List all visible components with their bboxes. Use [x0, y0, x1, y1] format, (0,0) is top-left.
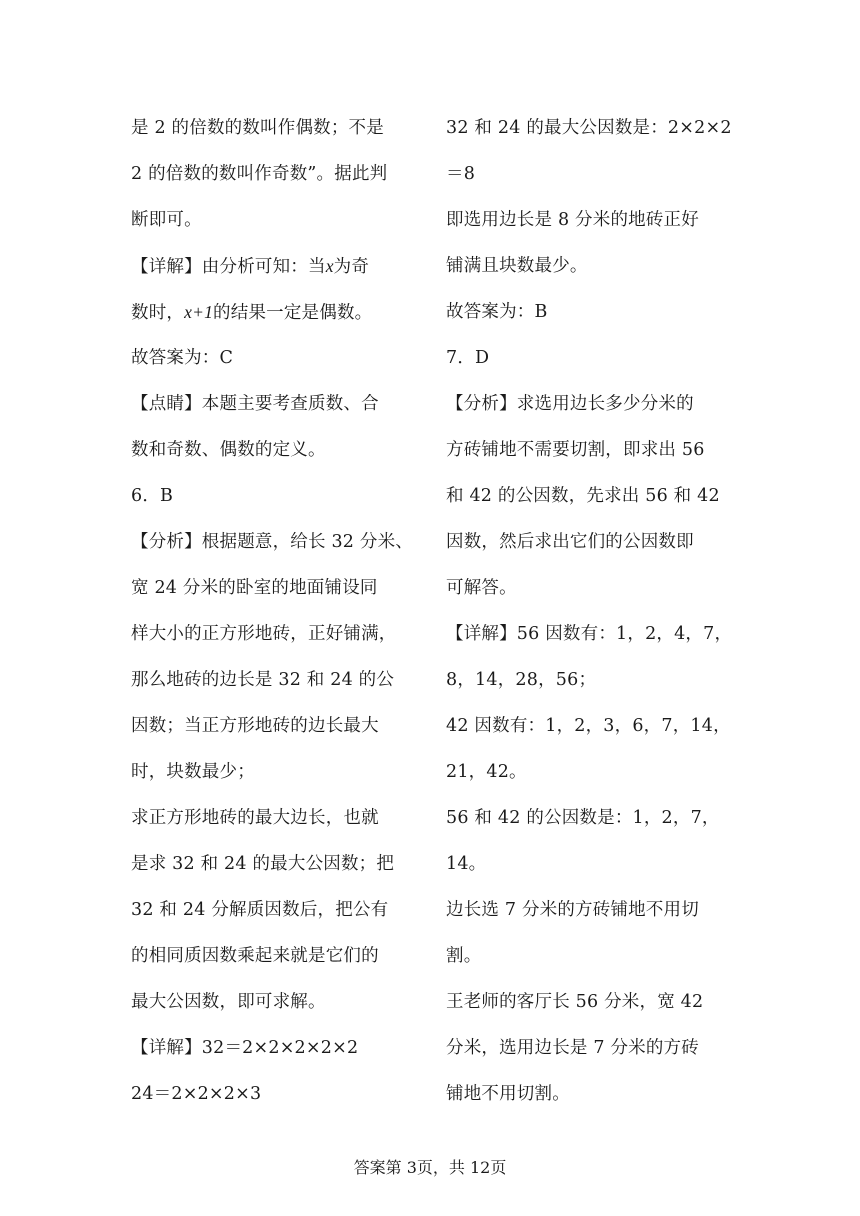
math-expression: x+1	[184, 302, 214, 322]
text-line: 时，块数最少；	[131, 762, 255, 782]
text-line: 样大小的正方形地砖，正好铺满，	[131, 624, 397, 644]
text-segment: 为奇	[333, 257, 370, 277]
text-line: 那么地砖的边长是 32 和 24 的公	[131, 670, 395, 690]
text-line: 14。	[446, 854, 487, 874]
text-line: 分米，选用边长是 7 分米的方砖	[446, 1038, 699, 1058]
text-line: 【分析】求选用边长多少分米的	[446, 394, 694, 414]
math-expression: x	[325, 256, 334, 276]
text-line	[131, 243, 421, 289]
text-line: 即选用边长是 8 分米的地砖正好	[446, 210, 699, 230]
text-line: 数和奇数、偶数的定义。	[131, 440, 326, 460]
text-line: 铺满且块数最少。	[446, 256, 588, 276]
text-line: 6．B	[131, 486, 174, 506]
text-line: 32 和 24 分解质因数后，把公有	[131, 900, 389, 920]
text-segment: 的结果一定是偶数。	[213, 303, 373, 323]
text-line: 32 和 24 的最大公因数是：2×2×2	[446, 118, 732, 138]
text-line: 方砖铺地不需要切割，即求出 56	[446, 440, 705, 460]
text-line: 的相同质因数乘起来就是它们的	[131, 946, 379, 966]
text-line: 故答案为：C	[131, 348, 234, 368]
text-line: 【详解】32＝2×2×2×2×2	[131, 1038, 359, 1058]
text-line: 王老师的客厅长 56 分米，宽 42	[446, 992, 704, 1012]
text-line: 和 42 的公因数，先求出 56 和 42	[446, 486, 720, 506]
text-line: 42 因数有：1，2，3，6，7，14，	[446, 716, 731, 736]
text-line: 因数，然后求出它们的公因数即	[446, 532, 694, 552]
text-line: 割。	[446, 946, 482, 966]
text-line: 56 和 42 的公因数是：1，2，7，	[446, 808, 720, 828]
text-line: 7．D	[446, 348, 490, 368]
text-line: 是求 32 和 24 的最大公因数；把	[131, 854, 395, 874]
right-column	[446, 105, 738, 1117]
left-column	[131, 105, 421, 1117]
text-line	[131, 289, 421, 335]
text-line: 【点睛】本题主要考查质数、合	[131, 394, 379, 414]
text-line: 宽 24 分米的卧室的地面铺设同	[131, 578, 378, 598]
text-line: 2 的倍数的数叫作奇数”。据此判	[131, 164, 388, 184]
text-line: 可解答。	[446, 578, 517, 598]
text-line: 【分析】根据题意，给长 32 分米、	[131, 532, 413, 552]
text-line: 24＝2×2×2×3	[131, 1084, 262, 1104]
text-line: 求正方形地砖的最大边长，也就	[131, 808, 379, 828]
text-line: 21，42。	[446, 762, 527, 782]
text-line: 最大公因数，即可求解。	[131, 992, 326, 1012]
page-footer: 答案第 3页，共 12页	[353, 1158, 507, 1177]
text-line: 8，14，28，56；	[446, 670, 597, 690]
text-line: 是 2 的倍数的数叫作偶数；不是	[131, 118, 384, 138]
text-line: 因数；当正方形地砖的边长最大	[131, 716, 379, 736]
text-segment: 【详解】由分析可知：当	[131, 257, 326, 277]
text-line: ＝8	[446, 164, 476, 184]
text-line: 【详解】56 因数有：1，2，4，7，	[446, 624, 733, 644]
text-line: 断即可。	[131, 210, 202, 230]
text-line: 边长选 7 分米的方砖铺地不用切	[446, 900, 699, 920]
text-line: 故答案为：B	[446, 302, 548, 322]
text-segment: 数时，	[131, 303, 185, 323]
text-line: 铺地不用切割。	[446, 1084, 570, 1104]
